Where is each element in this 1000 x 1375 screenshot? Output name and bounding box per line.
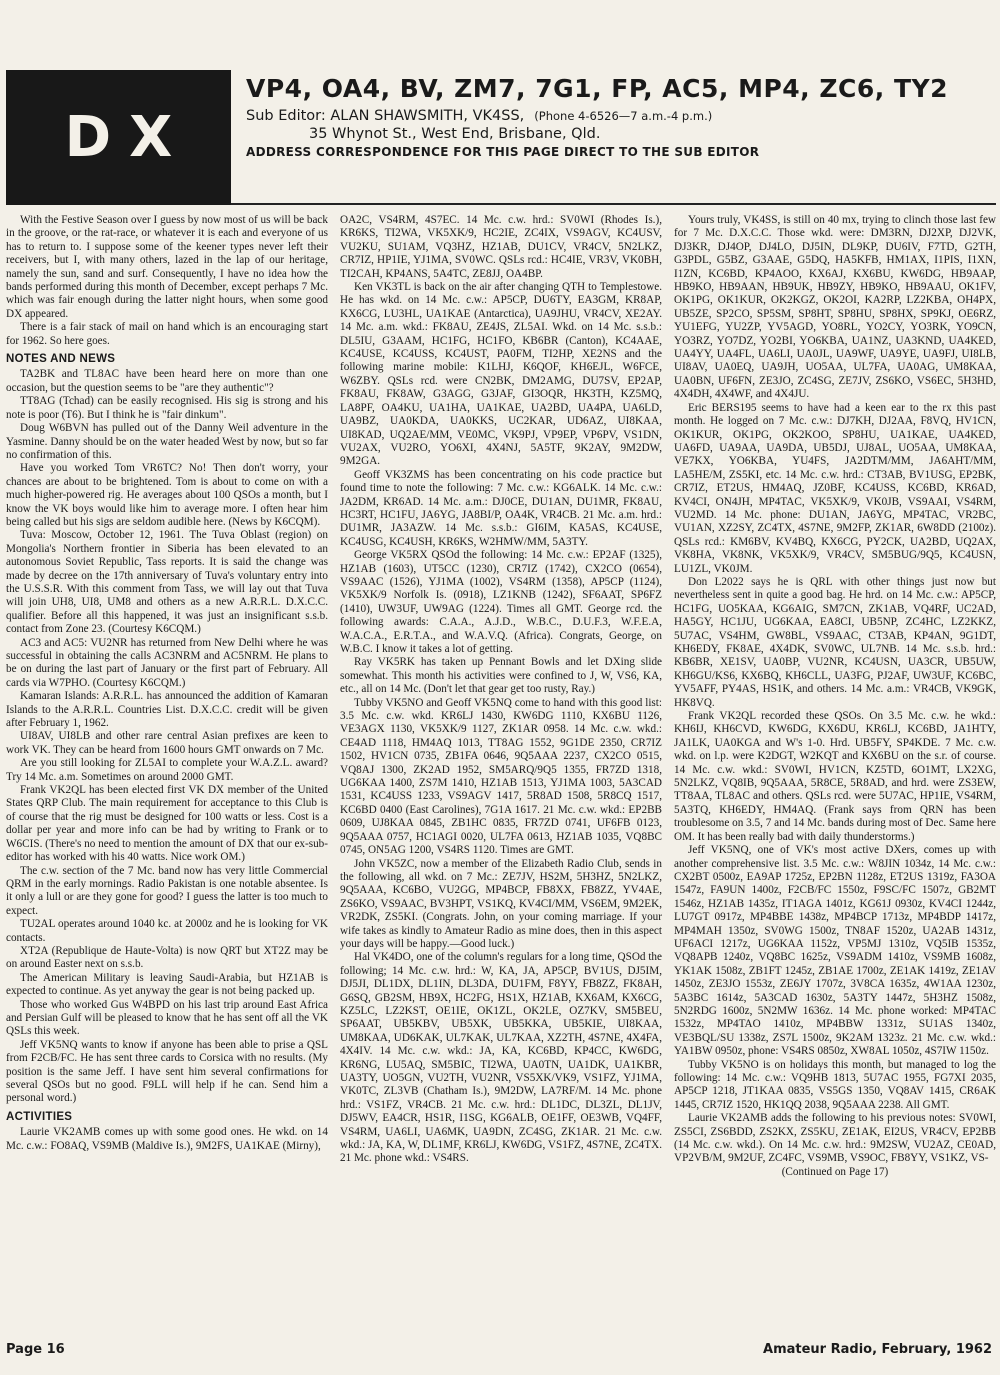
page-number: Page 16 [6, 1342, 65, 1357]
paragraph: Tubby VK5NO and Geoff VK5NQ come to hand with this good list: 3.5 Mc. c.w. wkd. KR6LJ 1430, KW6DG 1110, KX6BU 1126, VE3AGX 1130, VK5XK/9 1127, ZK1AR 0958. 14 Mc. c.w. wkd.: CE4AD 1118, HM4AQ 1013, TT8AG 1552, 9G1DE 2350, CR7IZ 1502, HV1CN 0735, ZB1FA 0646, 9Q5AAA 2237, CX2CO 0515, VQ8AJ 1300, ZK2AD 1952, SM5ARQ/9Q5 1355, FR7ZD 1318, UG6KAA 1400, ZS7M 1410, HZ1AB 1513, YJ1MA 1003, 5A3CAD 1531, KC4USS 1233, VS9AGV 1417, 5R8AD 1508, 5R8CQ 1517, KC6BD 0400 (East Carolines), 7G1A 1617. 21 Mc. c.w. wkd.: EP2BB 0609, UJ8KAA 0845, ZB1HC 0835, FR7ZD 0741, UF6FB 0123, 9Q5AAA 0757, HC1AGI 0020, UL7FA 0613, HZ1AB 1035, VQ8BC 0745, ON5AG 1200, VS4RS 1120. Times are GMT. [340, 696, 662, 857]
paragraph: There is a fair stack of mail on hand which is an encouraging start for 1962. So here goes. [6, 321, 328, 347]
section-header [6, 70, 996, 205]
sub-editor-address: 35 Whynot St., West End, Brisbane, Qld. [309, 126, 601, 142]
paragraph: Hal VK4DO, one of the column's regulars for a long time, QSOd the following; 14 Mc. c.w. hrd.: W, KA, JA, AP5CP, BV1US, DJ5IM, DJ5JI, DL1DX, DL1IN, DL3DA, DU1FM, F8YY, FB8ZZ, FK8AH, G6SQ, GB2SM, HB9X, HC2FG, HS1X, HZ1AB, KX6AM, KX6CG, KZ5LC, LZ2KST, OE1IE, OK1ZL, OK2LE, OZ7KV, SM5BEU, SP6AAT, UB5KBV, UB5XK, UB5KKA, UB5KIE, UI8KAA, UM8KAA, UD6KAK, UL7KAK, UL7KAA, XZ2TH, 4S7NE, 4X4FA, 4X4IV. 14 Mc. c.w. wkd.: JA, KA, KC6BD, KP4CC, KW6DG, KR6NG, LU5AQ, SM5BIC, TI2WA, UA0TN, UA1DK, UA1KBR, UA3TY, UO5GN, VU2TH, VU2NR, VS5XK/VK9, VS1FZ, YJ1MA, VK0TC, ZL3VB (Chatham Is.), 9M2DW, LA7RF/M. 14 Mc. phone hrd.: VS1FZ, VR4CB. 21 Mc. c.w. hrd.: DL1DC, DL3ZL, DL1JV, DJ5WV, EA4CR, HS1R, I1SG, KG6ALB, OE1FF, OE3WB, VQ4FF, VS4RM, UA6LI, UA6MK, UA9DN, ZC4SG, ZK1AR. 21 Mc. c.w. wkd.: JA, KA, W, DL1MF, KR6LJ, KW6DG, VS1FZ, 4S7NE, ZC4TX. 21 Mc. phone wkd.: VS4RS. [340, 951, 662, 1165]
page-footer [6, 1342, 992, 1357]
article-columns [6, 214, 996, 1334]
paragraph: Kamaran Islands: A.R.R.L. has announced the addition of Kamaran Islands to the A.R.R.L. Countries List. D.X.C.C. credit will be given after February 1, 1962. [6, 690, 328, 730]
paragraph: Ken VK3TL is back on the air after changing QTH to Templestowe. He has wkd. on 14 Mc. c.w.: AP5CP, DU6TY, EA3GM, KR8AP, KX6CG, LU3HL, UA1KAE (Antarctica), UA9JHU, VR4CV, XE2AY. 14 Mc. a.m. wkd.: FK8AU, ZE4JS, ZL5AI. Wkd. on 14 Mc. s.s.b.: DL5IU, G3AAM, HC1FG, HC1FO, KB6BR (Canton), KC4AAE, KC4USE, KC4USS, KC4UST, PA0FM, TI2HP, XE2NS and the following marine mobile: K1LHJ, K6QOF, KH6EJL, W6FCE, W6ZBY. QSLs rcd. were CN2BK, DM2AMG, DU7SV, EP2AP, FK8AU, FK8AW, G3AGG, G3JAF, GI3OQR, HK3TH, KZ5MQ, LA8PF, OA4KU, UA1HA, UA1KAE, UA2BD, UA4PA, UA6LD, UA9BZ, UA0KDA, UA0KKS, UC2KAR, UD6AZ, UI8KAA, UI8KAD, UQ2AE/MM, VE0MC, VK9PJ, VP9EP, VP6PV, VS1DN, VU2AX, VU2RO, YO6XI, 4X4NJ, 5A5TF, 9K2AY, 9M2DW, 9M2GA. [340, 281, 662, 468]
sub-editor-phone: (Phone 4-6526—7 a.m.-4 p.m.) [534, 109, 713, 123]
notes-heading: NOTES AND NEWS [6, 353, 116, 366]
paragraph: Those who worked Gus W4BPD on his last trip around East Africa and Persian Gulf will be pleased to know that he has sent off all the VK QSLs this week. [6, 998, 328, 1038]
paragraph: Doug W6BVN has pulled out of the Danny Weil adventure in the Yasmine. Danny should be on the water headed West by now, but so far no confirmation of this. [6, 422, 328, 461]
paragraph: The c.w. section of the 7 Mc. band now has very little Commercial QRM in the early mornings. Radio Pakistan is one notable absentee. Is it only a lull or are they gone for good? I guess the latter is too much to expect. [6, 864, 328, 917]
paragraph: Tuva: Moscow, October 12, 1961. The Tuva Oblast (region) on Mongolia's Northern frontier in Siberia has been elevated to an autonomous Soviet Republic, Tass reports. It is said the change was made by decree on the 17th anniversary of Tuva's voluntary entry into the U.S.S.R. With this comment from Tass, we will lay out that Tuva will join UH8, UI8, UM8 and others as a new A.R.R.L. D.X.C.C. qualifier. Before all this happened, it was just an insignificant s.s.b. contact from Zone 23. (Courtesy K6CQM.) [6, 529, 328, 636]
paragraph: John VK5ZC, now a member of the Elizabeth Radio Club, sends in the following, all wkd. on 7 Mc.: ZE7JV, HS2M, 5H3HZ, 5N2LKZ, 9Q5AAA, KC6BO, VU2GG, MP4BCP, FB8XX, FB8ZZ, YV4AE, ZS6KO, VS9AAC, BV3HPT, VS1KQ, KV4CI/MM, VS6EM, 9M2EK, VR2DK, ZS5KI. (Congrats. John, on your coming marriage. If your wife takes as kindly to Amateur Radio as mine does, then in this aspect your days will be happy.—Good luck.) [340, 857, 662, 950]
paragraph: Tubby VK5NO is on holidays this month, but managed to log the following: 14 Mc. c.w.: VQ9HB 1813, 5U7AC 1955, FG7XI 2035, AP5CP 1218, JT1KAA 0835, VS5GS 1350, VQ8AV 1415, CR6AK 1445, CR7IZ 1520, HK1QQ 2038, 9Q5AAA 2238. All GMT. [674, 1058, 996, 1111]
paragraph: TT8AG (Tchad) can be easily recognised. His sig is strong and his note is poor (T6). But I think he is "fair dinkum". [6, 395, 328, 421]
sub-editor-name: Sub Editor: ALAN SHAWSMITH, VK4SS, [246, 108, 525, 124]
section-title: DX [6, 70, 231, 205]
paragraph: Jeff VK5NQ, one of VK's most active DXers, comes up with another comprehensive list. 3.5 Mc. c.w.: W8JIN 1034z, 14 Mc. c.w.: CX2BT 0500z, EA9AP 1725z, EP2BN 1128z, ET2US 1319z, FA3OA 1547z, FA9UN 1400z, F2CB/FC 1550z, F9SC/FC 1507z, GB2MT 1546z, HZ1AB 1435z, IT1AGA 1401z, KG61J 0930z, KV4CI 1244z, LU7GT 0917z, MP4BBE 1438z, MP4BCP 1713z, MP4BDP 1417z, MP4MAH 1350z, SV0WG 1500z, TN8AF 1520z, UA2AB 1431z, UF6ACI 1217z, UG6KAA 1152z, VP5MJ 1310z, VQ5IB 1535z, VQ8APB 1240z, VQ8BC 1625z, VS9ADM 1410z, VS9MB 1608z, YK1AK 1508z, ZB1FT 1245z, ZB1AE 1700z, ZE1AK 1419z, ZE1AV 1450z, ZE3JO 1553z, ZE6JY 1707z, 3V8CA 1635z, 4W1AA 1230z, 5A3BC 1614z, 5A3CAD 1630z, 5A3TY 1447z, 5H3HZ 1508z, 5N2RDG 1600z, 5N2MW 1636z. 14 Mc. phone worked: MP4TAC 1532z, MP4TAO 1410z, MP4BBW 1331z, SU1AS 1340z, VE3BQL/SU 1338z, ZS7L 1500z, 9K2AM 1323z. 21 Mc. c.w. wkd.: YA1BW 0950z, phone: VS4RS 0850z, XW8AL 1050z, 4S7IW 1150z. [674, 844, 996, 1058]
activities-heading: ACTIVITIES [6, 1110, 73, 1123]
header-details [246, 74, 996, 159]
paragraph: Jeff VK5NQ wants to know if anyone has been able to prise a QSL from F2CB/FC. He has sent three cards to Corsica with no results. (My position is the same Jeff. I have sent him several confirmations for several QSOs but no good. F9LL will help if he can. Send him a personal word.) [6, 1038, 328, 1105]
paragraph: AC3 and AC5: VU2NR has returned from New Delhi where he was successful in obtaining the calls AC3NRM and AC5NRM. He plans to be on during the last part of January or the first part of February. All cards via W7PHO. (Courtesy K6CQM.) [6, 636, 328, 689]
column-2 [340, 214, 662, 1334]
paragraph: Laurie VK2AMB comes up with some good ones. He wkd. on 14 Mc. c.w.: FO8AQ, VS9MB (Maldive Is.), 9M2FS, UA1KAE (Mirny), [6, 1126, 328, 1152]
paragraph: Geoff VK3ZMS has been concentrating on his code practice but found time to note the following: 7 Mc. c.w.: KG6ALK. 14 Mc. c.w.: JA2DM, KR6AD. 14 Mc. a.m.: DJ0CE, DU1AN, DU1MR, FK8AU, HC3RT, HC1FU, JA6YG, JA8BI/P, OA4K, VR4CB. 21 Mc. a.m. hrd.: DU1MR, JA3AZW. 14 Mc. s.s.b.: GI6IM, KA5AS, KC4USE, KC4USG, KC4USH, KR6KS, W2HMW/MM, 5A3TY. [340, 468, 662, 548]
paragraph: UI8AV, UI8LB and other rare central Asian prefixes are keen to work VK. They can be heard from 1600 hours GMT onwards on 7 Mc. [6, 730, 328, 756]
sub-editor-line [246, 107, 996, 125]
paragraph: TA2BK and TL8AC have been heard here on more than one occasion, but the question seems to be "are they authentic"? [6, 368, 328, 394]
column-3 [674, 214, 996, 1334]
continued-note: (Continued on Page 17) [781, 1165, 889, 1178]
paragraph: The American Military is leaving Saudi-Arabia, but HZ1AB is expected to continue. As yet anyway the gear is not being packed up. [6, 971, 328, 998]
paragraph: Are you still looking for ZL5AI to complete your W.A.Z.L. award? Try 14 Mc. a.m. Sometimes on around 2000 GMT. [6, 757, 328, 783]
column-1 [6, 214, 328, 1334]
paragraph: TU2AL operates around 1040 kc. at 2000z and he is looking for VK contacts. [6, 918, 328, 944]
paragraph: George VK5RX QSOd the following: 14 Mc. c.w.: EP2AF (1325), HZ1AB (1603), UT5CC (1230), CR7IZ (1742), CX2CO (0654), VS9AAC (1526), YJ1MA (1002), VS4RM (1358), AP5CP (1124), VK5XK/9 Norfolk Is. (0918), LZ1KNB (1242), SF6AAT, SP6FZ (1410), UW3UF, UW9AG (1224). Times all GMT. George rcd. the following awards: C.A.A., A.J.D., W.B.C., D.U.F.3, W.F.E.A, W.A.C.A., E.R.T.A., and W.A.V.Q. (Africa). Congrats, George, on W.B.C. I know it takes a lot of getting. [340, 549, 662, 655]
paragraph: Frank VK2QL recorded these QSOs. On 3.5 Mc. c.w. he wkd.: KH6IJ, KH6CVD, KW6DG, KX6DU, KR6LJ, KC6BD, JA1HTY, JA1LK, UA0KGA and W's 1-0. Hrd. UB5FY, SP4KDE. 7 Mc. c.w. wkd. on l.p. were K2DGT, W2KQT and KX6BU on the s.r. of course. 14 Mc. c.w. wkd.: SV0WI, HV1CN, KZ5TD, 6O1MT, LX2XG, 5N2LKZ, VQ8IB, 9Q5AAA, 5R8CE, 5R8AD, and hrd. were ZS3EW, TT8AA, TL8AC and others. QSLs rcd. were 5U7AC, HP1IE, VS4RM, 5A3TQ, KH6EDY, HM4AQ. (Frank says from QRN has been troublesome on 3.5, 7 and 14 Mc. bands during most of Dec. Same here OM. It has been really bad with daily thunderstorms.) [674, 710, 996, 843]
paragraph: Yours truly, VK4SS, is still on 40 mx, trying to clinch those last few for 7 Mc. D.X.C.C. Those wkd. were: DM3RN, DJ2XP, DJ2VK, DJ3KR, DJ4OP, DJ4LO, DJ5IN, DL9KP, DU6IV, F7TD, G2TH, G3PDL, G5BZ, G3AAE, G5DQ, HA5KFB, HM1AX, I1PIS, I1XN, I1ZN, KC6BD, KP4AOO, KX6AJ, KX6BU, KW6DG, HB9AAP, HB9KO, HB9AAN, HB9UK, HB9ZY, HB9KO, HB9AAU, OK1FV, OK1PG, OK1KUR, OK2KGZ, OK2OI, KA2RP, LZ2KBA, OH4PX, UB5ZE, SP2CO, SP5SM, SP8HT, SP8HU, SP8HX, SP9KJ, OE6RZ, YU1EFG, YU2ZP, YV5AGD, YO8RL, YO2CY, YO3RK, YO9CN, YO3RZ, YO7DZ, YO2BI, YO6KBA, UA1NZ, UA3KND, UA4KED, UA4YY, UA4FL, UA6LI, UA0JL, UA9WF, UA9YE, UA9FJ, UI8LB, UI8AV, UA0EQ, UA9JH, UO5AA, UL7FA, UA0AG, UM8KAA, UA0BN, UF6FN, ZE3JO, ZC4SG, ZE7JV, ZS6KO, VS6EC, 5H3HD, 4X4DH, 4X4WF, and 4X4JU. [674, 214, 996, 401]
paragraph: Ray VK5RK has taken up Pennant Bowls and let DXing slide somewhat. This month his activities were confined to J, W, VS6, KA, etc., all on 14 Mc. (Don't let that gear get too rusty, Ray.) [340, 656, 662, 696]
correspondence-note: ADDRESS CORRESPONDENCE FOR THIS PAGE DIRECT TO THE SUB EDITOR [246, 145, 760, 159]
paragraph: Have you worked Tom VR6TC? No! Then don't worry, your chances are about to be brightened. Tom is about to come on with a much higher-powered rig. He averages about 100 QSOs a month, but I know the VK boys would like him to average more. I often hear him being called but his sigs are seldom audible here. (News by K6CQM). [6, 462, 328, 528]
paragraph: With the Festive Season over I guess by now most of us will be back in the groove, or the rat-race, or whatever it is each and everyone of us has to return to. I suppose some of the keener types never left their receivers, but I, with many others, lazed in the lap of our heritage, namely the sun, sand and surf. Consequently, I have no idea how the bands performed during this month of December, except perhaps 7 Mc. which was fair enough during the latter night hours, when some good DX appeared. [6, 214, 328, 320]
paragraph: OA2C, VS4RM, 4S7EC. 14 Mc. c.w. hrd.: SV0WI (Rhodes Is.), KR6KS, TI2WA, VK5XK/9, HC2IE, ZC4IX, VS9AGV, KC4USV, VU2KU, SU1AM, VQ3HZ, HZ1AB, DU1CV, VR4CV, 5N2LKZ, CR7IZ, HP1IE, YJ1MA, SV0WC. QSLs rcd.: HC4IE, VR3V, VK0BH, TI2CAH, KP4ANS, 5A4TC, ZE8JJ, OA4BP. [340, 214, 662, 280]
paragraph: Laurie VK2AMB adds the following to his previous notes: SV0WI, ZS5CI, ZS6BDD, ZS2KX, ZS5KU, ZE1AK, EI2US, VR4CV, EP2BB (14 Mc. c.w. wkd.). On 14 Mc. c.w. hrd.: 9M2SW, VU2AZ, CE0AD, VP2VB/M, 9M2UF, ZC4FC, VS9MB, VS9OC, FB8YY, VS1KZ, VS- [674, 1112, 996, 1165]
prefix-list: VP4, OA4, BV, ZM7, 7G1, FP, AC5, MP4, ZC6, TY2 [246, 74, 948, 103]
paragraph: Don L2022 says he is QRL with other things just now but nevertheless sent in quite a good bag. He hrd. on 14 Mc. c.w.: AP5CP, HC1FG, UO5KAA, KG6AIG, SM7CN, ZK1AB, VQ4RF, UC2AD, HA5GY, HC1JU, UG6KAA, EA8CI, UB5NP, ZC4HC, LZ2KKZ, 5U7AC, VS4HM, GW8BL, VS9AAC, CT3AB, KP4AN, 9G1DT, KH6EDY, FK8AE, 4X4DK, SV0WC, UL7NB. 14 Mc. s.s.b. hrd.: KB6BR, XE1SV, UA0BP, VU2NR, KC4USN, UA3CR, UB5UW, KH6GU/KS6, KX6BQ, KH6CLL, UA3FG, PJ2AF, UW3UF, KC6BC, YV5AFF, PY4AS, HS1K, and others. 14 Mc. a.m.: VR4CB, VK9GK, HK8VQ. [674, 575, 996, 709]
paragraph: Eric BERS195 seems to have had a keen ear to the rx this past month. He logged on 7 Mc. c.w.: DJ7KH, DJ2AA, F8VQ, HV1CN, OK1KUR, OK1PG, OK2KOO, SP8HU, UA1KAE, UA4KED, UA6FD, UA9AA, UA9DA, UB5DJ, UJ8AL, UO5AA, UM8KAA, VE7KX, YO6KBA, YU4FS, JA2DTM/MM, JA6AHT/MM, LA5HE/M, ZS5KI, etc. 14 Mc. c.w. hrd.: CT3AB, BV1USG, EP2BK, CR7IZ, ET2US, HM4AQ, JZ0BF, KC4USS, KC6BD, KR6AD, KV4CI, ON4JH, MP4TAC, VK5XK/9, VK0JB, VS9AAI, VS4RM, VU2MD. 14 Mc. phone: DU1AN, JA6YG, MP4TAC, VR2BC, VU1AN, XZ2SY, ZC4TX, 4S7NE, 9M2FP, ZK1AR, 6W8DD (2100z). QSLs rcd.: KM6BV, KV4BQ, KX6CG, PY2CK, UA2BD, UQ2AX, VK8HA, VK8NK, VK5XK/9, VR4CV, SM5BUG/9Q5, KC4USN, LU1ZL, VK0JM. [674, 401, 996, 575]
paragraph: Frank VK2QL has been elected first VK DX member of the United States QRP Club. The main requirement for acceptance to this Club is of course that the rig must be designed for 100 watts or less. Cost is a dollar per year and more info can be had by writing to Frank or to W6CIS. (There's no need to mention the amount of DX that our ex-sub-editor has worked with his 40 watts. Nice work OM.) [6, 784, 328, 864]
magazine-issue: Amateur Radio, February, 1962 [763, 1342, 992, 1357]
paragraph: XT2A (Republique de Haute-Volta) is now QRT but XT2Z may be on around Easter next on s.s.b. [6, 944, 328, 971]
